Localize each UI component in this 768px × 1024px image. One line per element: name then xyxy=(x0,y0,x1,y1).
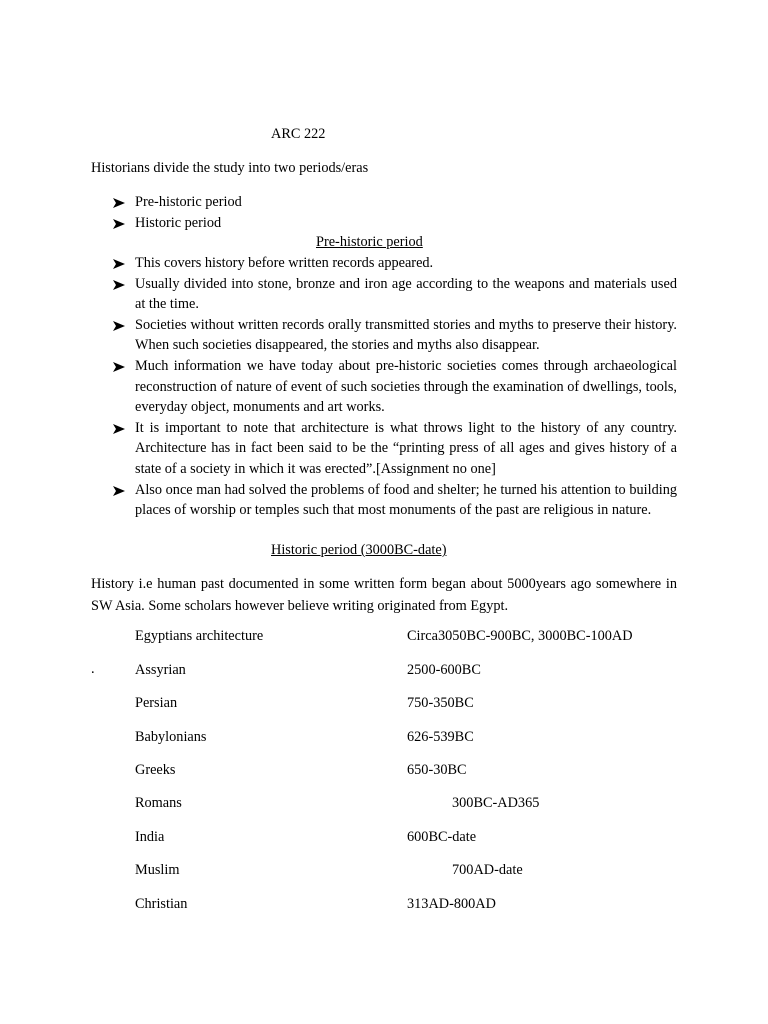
era-name: Christian xyxy=(135,896,188,912)
list-item xyxy=(113,480,677,521)
prehistoric-heading: Pre-historic period xyxy=(316,234,423,250)
page-title: ARC 222 xyxy=(271,126,326,142)
list-item xyxy=(113,274,677,315)
list-item xyxy=(113,356,677,418)
era-name: Muslim xyxy=(135,862,180,878)
list-item-text: Also once man had solved the problems of food and shelter; he turned his attention to building places of worship or temples such that most monuments of the past are religious in nature. xyxy=(135,481,677,519)
arrow-bullet-icon xyxy=(113,259,125,269)
era-name: Babylonians xyxy=(135,729,207,745)
list-item-text: Historic period xyxy=(135,214,222,231)
stray-mark: . xyxy=(91,661,95,677)
list-item-text: This covers history before written records appeared. xyxy=(135,255,434,271)
arrow-bullet-icon xyxy=(113,424,125,434)
arrow-bullet-icon xyxy=(113,362,125,372)
list-item-text: It is important to note that architecture is what throws light to the history of any country. Architecture has in fact been said to be the “printing press of all ages and gives history of a state of a society in which it was erected”.[Assignment no one] xyxy=(135,419,677,477)
arrow-bullet-icon xyxy=(113,321,125,331)
era-dates: Circa3050BC-900BC, 3000BC-100AD xyxy=(407,628,633,644)
era-dates: 313AD-800AD xyxy=(407,896,496,912)
list-item-text: Much information we have today about pre-historic societies comes through archaeological reconstruction of nature of event of such societies through the examination of dwellings, tools, everyday object, monuments and art works. xyxy=(135,357,677,416)
list-item xyxy=(113,213,677,234)
era-dates: 750-350BC xyxy=(407,695,474,711)
era-name: Assyrian xyxy=(135,662,186,678)
era-dates: 2500-600BC xyxy=(407,662,481,678)
history-paragraph: History i.e human past documented in some written form began about 5000years ago somewhere in SW Asia. Some scholars however believe writing originated from Egypt. xyxy=(91,576,677,614)
periods-list xyxy=(113,192,677,233)
arrow-bullet-icon xyxy=(113,280,125,290)
list-item xyxy=(113,418,677,480)
list-item xyxy=(113,315,677,356)
era-dates: 650-30BC xyxy=(407,762,467,778)
era-dates: 700AD-date xyxy=(452,862,523,878)
prehistoric-list xyxy=(113,253,677,521)
arrow-bullet-icon xyxy=(113,219,125,229)
list-item-text: Usually divided into stone, bronze and iron age according to the weapons and materials used at the time. xyxy=(135,275,677,313)
era-name: Romans xyxy=(135,795,182,811)
era-name: Greeks xyxy=(135,762,176,778)
list-item-text: Pre-historic period xyxy=(135,194,242,210)
era-dates: 300BC-AD365 xyxy=(452,795,540,811)
list-item-text: Societies without written records orally transmitted stories and myths to preserve their history. When such societies disappeared, the stories and myths also disappear. xyxy=(135,316,677,354)
era-dates: 600BC-date xyxy=(407,829,477,845)
era-dates: 626-539BC xyxy=(407,729,474,745)
era-name: Egyptians architecture xyxy=(135,628,264,644)
arrow-bullet-icon xyxy=(113,486,125,496)
intro-text: Historians divide the study into two periods/eras xyxy=(91,160,369,176)
list-item xyxy=(113,253,677,274)
era-name: Persian xyxy=(135,695,178,711)
arrow-bullet-icon xyxy=(113,198,125,208)
historic-heading: Historic period (3000BC-date) xyxy=(271,542,447,558)
list-item xyxy=(113,192,677,213)
era-name: India xyxy=(135,829,165,845)
